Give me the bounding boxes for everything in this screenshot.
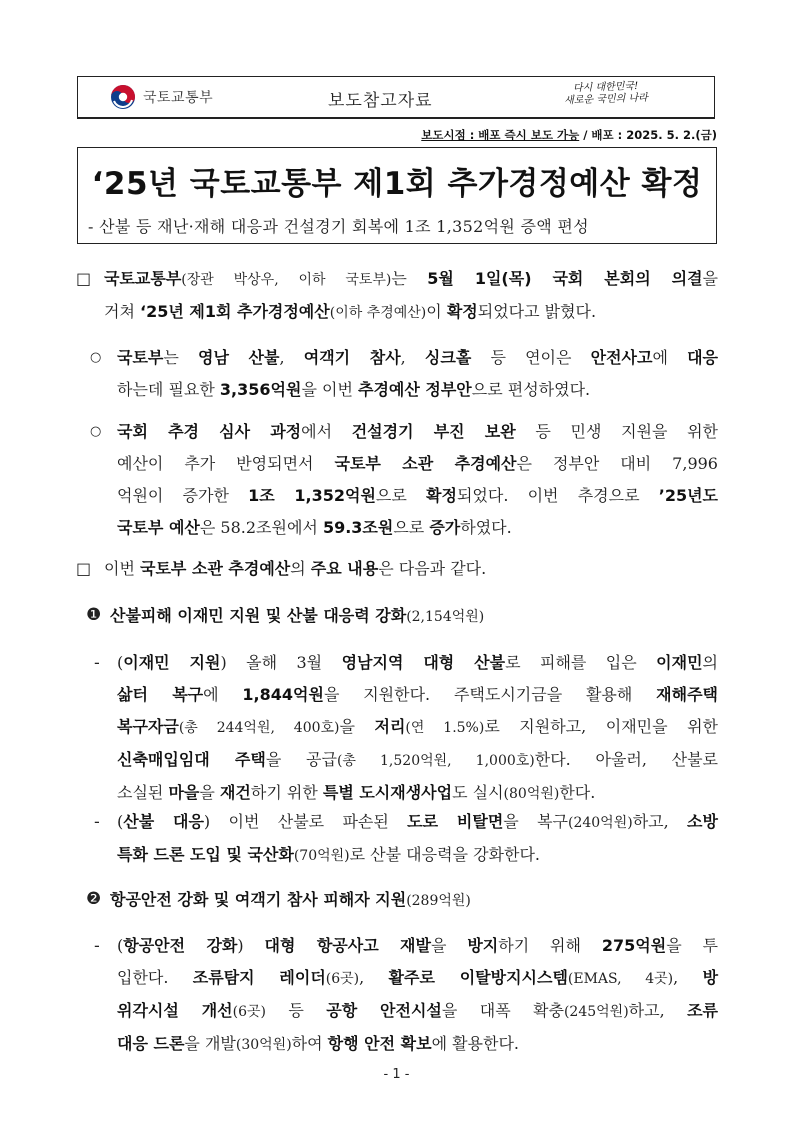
page-number: - 1 - (383, 1067, 410, 1082)
text-run: (총 1,520억원, 1,000호) (336, 753, 535, 769)
text-run: (연 1.5%) (405, 720, 485, 736)
bold-text: 특별 도시재생사업 (322, 783, 453, 802)
bold-text: 항행 안전 확보 (327, 1034, 432, 1053)
ministry-logo (110, 84, 213, 110)
circle-bullet-icon: ○ (90, 350, 102, 365)
bold-text: 59.3조원 (322, 518, 394, 537)
text-run: 을 (199, 783, 220, 802)
text-run: 을 대폭 확충 (441, 1001, 564, 1020)
slogan-line-1: 다시 대한민국! (572, 80, 639, 95)
bold-text: 항공안전 강화 및 여객기 참사 피해자 지원 (110, 890, 407, 909)
text-run: 등 민생 지원을 위한 (515, 422, 719, 441)
text-run: 을 개발 (184, 1034, 236, 1053)
text-run: ( (117, 653, 124, 672)
bold-text: 국토부 예산 (117, 518, 200, 537)
bold-text: 마을 (168, 783, 200, 802)
paragraph-national-assembly-review (117, 416, 718, 544)
text-run: 에서 (301, 422, 352, 441)
bold-text: 활주로 이탈방지시스템 (388, 968, 568, 987)
text-run: 억원이 증가한 (117, 486, 249, 505)
text-line (117, 480, 718, 512)
bold-text: 조류 (687, 1001, 718, 1020)
section-1-heading (110, 600, 484, 633)
text-line (117, 374, 718, 406)
dash-bullet-icon: - (94, 812, 100, 831)
bold-text: 소방 (687, 812, 718, 831)
text-run: 로 산불 대응력을 강화한다. (349, 845, 541, 864)
text-run: 하기 위한 (250, 783, 323, 802)
bold-text: 증가 (429, 518, 461, 537)
bold-text: 싱크홀 (424, 348, 472, 367)
press-header (77, 76, 715, 119)
bold-text: 항공안전 강화 (123, 936, 238, 955)
bold-text: 저리 (374, 717, 406, 736)
section-2-heading (110, 884, 471, 917)
text-run: 하기 위해 (498, 936, 602, 955)
document-type: 보도참고자료 (328, 91, 433, 111)
bold-text: 재건 (219, 783, 251, 802)
text-run: 에 (652, 348, 688, 367)
text-run: 을 이번 (301, 380, 358, 399)
bold-text: 국토부 소관 추경예산 (334, 454, 517, 473)
text-run: , (279, 348, 304, 367)
text-run: 되었다. 이번 추경으로 (456, 486, 659, 505)
text-run: 은 58.2조원에서 (199, 518, 323, 537)
text-run: 로 지원하고, 이재민을 위한 (484, 717, 718, 736)
bold-text: 국회 추경 심사 과정 (117, 422, 302, 441)
text-line (117, 512, 718, 544)
text-run: 도 실시 (452, 783, 504, 802)
bold-text: 재해주택 (656, 685, 718, 704)
bold-text: 확정 (426, 486, 457, 505)
text-run: 는 (391, 269, 428, 288)
text-run: 이번 (104, 559, 140, 578)
text-run: , (400, 348, 425, 367)
section-1-item-displaced-residents (117, 647, 718, 810)
taegeuk-logo-icon (110, 84, 136, 110)
bold-text: 위각시설 개선 (117, 1001, 233, 1020)
bold-text: 산불피해 이재민 지원 및 산불 대응력 강화 (110, 606, 407, 625)
text-line (117, 806, 718, 839)
text-run: 을 복구 (503, 812, 568, 831)
page-subtitle: - 산불 등 재난·재해 대응과 건설경기 회복에 1조 1,352억원 증액 편성 (88, 217, 589, 236)
text-run: , (673, 968, 703, 987)
text-run: (6곳) (325, 971, 360, 987)
section-1-item-wildfire-response (117, 806, 718, 872)
text-run: ) 올해 3월 (220, 653, 342, 672)
text-run: 이 (426, 302, 447, 321)
text-run: 소실된 (117, 783, 169, 802)
bold-text: 추경예산 정부안 (358, 380, 472, 399)
text-run: 는 (163, 348, 198, 367)
text-line (117, 711, 718, 744)
text-line (117, 839, 718, 872)
square-bullet-icon: □ (76, 559, 92, 578)
bold-text: 국토교통부 (104, 269, 182, 288)
text-run: 하고, (632, 812, 688, 831)
text-run: (80억원) (503, 786, 560, 802)
text-run: ) (237, 936, 265, 955)
bold-text: 주요 내용 (310, 559, 379, 578)
text-run: 하여 (291, 1034, 328, 1053)
text-run: (30억원) (235, 1037, 292, 1053)
text-line (110, 600, 484, 633)
text-run: (EMAS, 4곳) (567, 971, 674, 987)
bold-text: 공항 안전시설 (326, 1001, 442, 1020)
text-run: 을 지원한다. 주택도시기금을 활용해 (323, 685, 657, 704)
bold-text: 복구자금 (117, 717, 179, 736)
text-run: 한다. (559, 783, 596, 802)
text-run: 하는데 필요한 (117, 380, 220, 399)
text-run: 등 (265, 1001, 327, 1020)
bold-text: 건설경기 부진 보완 (351, 422, 516, 441)
square-bullet-icon: □ (76, 269, 92, 288)
text-run: (총 244억원, 400호) (178, 720, 340, 736)
text-run: 을 투 (666, 936, 719, 955)
text-line (117, 647, 718, 679)
bold-text: 이재민 지원 (123, 653, 221, 672)
page-title: ‘25년 국토교통부 제1회 추가경정예산 확정 (91, 166, 703, 202)
text-run: 을 공급 (265, 750, 337, 769)
bold-text: 대응 (687, 348, 718, 367)
bold-text: ‘25년 제1회 추가경정예산 (140, 302, 330, 321)
bold-text: 신축매입임대 주택 (117, 750, 266, 769)
text-line (117, 416, 718, 448)
text-run: , (359, 968, 389, 987)
bold-text: 1,844억원 (242, 685, 324, 704)
bold-text: 이재민 (656, 653, 703, 672)
bold-text: 5월 1일(목) 국회 본회의 의결 (427, 269, 703, 288)
number-1-icon: ❶ (86, 605, 102, 625)
text-run: 을 (339, 717, 375, 736)
slogan-line-2: 새로운 국민의 나라 (564, 92, 648, 107)
bold-text: 국토부 소관 추경예산 (140, 559, 291, 578)
text-line (117, 448, 718, 480)
text-run: 을 (702, 269, 718, 288)
bold-text: 대형 항공사고 재발 (264, 936, 431, 955)
text-line (117, 1028, 718, 1061)
text-run: (6곳) (232, 1004, 266, 1020)
text-line (117, 930, 718, 962)
bold-text: 영남지역 대형 산불 (341, 653, 506, 672)
text-line (104, 263, 718, 296)
embargo-info: 보도시점 : 배포 즉시 보도 가능 (421, 128, 580, 142)
text-line (117, 744, 718, 777)
text-run: 등 연이은 (471, 348, 591, 367)
section-2-item-aviation-safety (117, 930, 718, 1061)
bold-text: 삶터 복구 (117, 685, 204, 704)
distribution-date: 배포 : 2025. 5. 2.(금) (591, 128, 717, 142)
bold-text: 대응 드론 (117, 1034, 185, 1053)
text-run: ( (117, 812, 124, 831)
text-run: (2,154억원) (406, 609, 485, 625)
text-run: 입한다. (117, 968, 193, 987)
paragraph-government-draft (117, 342, 718, 406)
text-line (117, 679, 718, 711)
text-run: (70억원) (293, 848, 350, 864)
circle-bullet-icon: ○ (90, 424, 102, 439)
government-slogan (564, 81, 648, 108)
text-run: 로 피해를 입은 (505, 653, 657, 672)
text-run: 한다. 아울러, 산불로 (534, 750, 719, 769)
text-run: 으로 (393, 518, 430, 537)
bold-text: 안전사고 (590, 348, 653, 367)
text-run: (장관 박상우, 이하 국토부) (181, 272, 392, 288)
text-line (104, 296, 718, 329)
title-box (77, 147, 717, 244)
text-run: 으로 편성하였다. (471, 380, 591, 399)
text-line (117, 962, 718, 995)
text-run: ( (117, 936, 124, 955)
text-line (117, 342, 718, 374)
text-run: (240억원) (568, 815, 633, 831)
text-run: 에 활용한다. (431, 1034, 520, 1053)
text-run: 은 다음과 같다. (378, 559, 487, 578)
release-info (421, 127, 717, 143)
text-run: 에 (203, 685, 243, 704)
bold-text: 확정 (446, 302, 478, 321)
text-run: 예산이 추가 반영되면서 (117, 454, 335, 473)
bold-text: 조류탐지 레이더 (192, 968, 326, 987)
number-2-icon: ❷ (86, 889, 102, 909)
text-run: 거쳐 (104, 302, 140, 321)
bold-text: 1조 1,352억원 (248, 486, 376, 505)
bold-text: 영남 산불 (198, 348, 280, 367)
bold-text: 여객기 참사 (303, 348, 401, 367)
text-run: ) 이번 산불로 파손된 (203, 812, 408, 831)
paragraph-main-contents (104, 553, 486, 585)
text-run: 하고, (628, 1001, 688, 1020)
bold-text: ’25년도 (658, 486, 718, 505)
paragraph-intro (104, 263, 718, 329)
text-run: 되었다고 밝혔다. (477, 302, 597, 321)
text-run: 의 (702, 653, 718, 672)
bold-text: 275억원 (601, 936, 667, 955)
text-run: (이하 추경예산) (329, 305, 427, 321)
text-run: 으로 (375, 486, 427, 505)
text-run: 은 정부안 대비 7,996 (516, 454, 718, 473)
bold-text: 3,356억원 (219, 380, 302, 399)
bold-text: 특화 드론 도입 및 국산화 (117, 845, 294, 864)
bold-text: 도로 비탈면 (407, 812, 504, 831)
ministry-name: 국토교통부 (143, 90, 214, 106)
bold-text: 국토부 (117, 348, 164, 367)
bold-text: 방지 (467, 936, 499, 955)
text-run: (245억원) (563, 1004, 629, 1020)
text-run: 을 (430, 936, 468, 955)
bold-text: 산불 대응 (123, 812, 204, 831)
bold-text: 방 (702, 968, 719, 987)
text-line (110, 884, 471, 917)
text-run: 의 (290, 559, 311, 578)
text-line (104, 553, 486, 585)
text-line (117, 995, 718, 1028)
text-run: 하였다. (460, 518, 512, 537)
dash-bullet-icon: - (94, 653, 100, 672)
dash-bullet-icon: - (94, 936, 100, 955)
release-separator: / (579, 128, 592, 142)
text-run: (289억원) (406, 893, 471, 909)
